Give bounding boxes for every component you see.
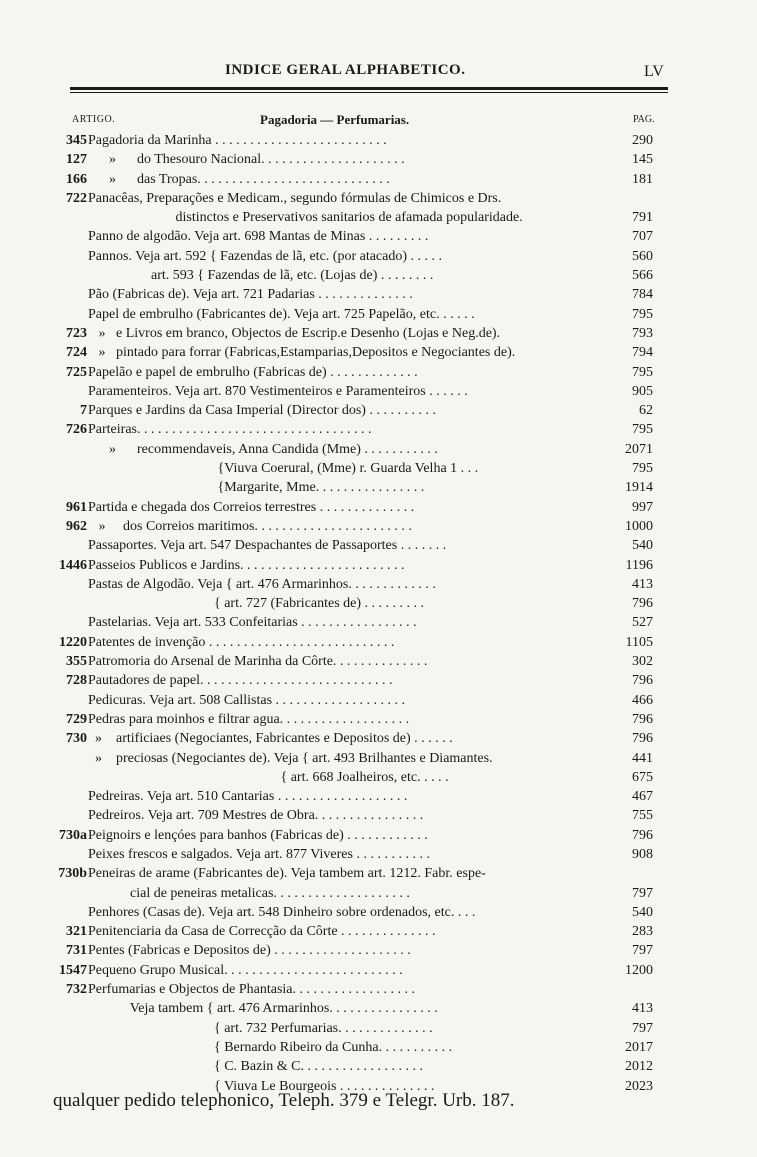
entry-page-number: 302 <box>632 654 653 670</box>
entry-page-number: 793 <box>632 325 653 341</box>
entry-page-number: 797 <box>632 1020 653 1036</box>
index-entry <box>0 787 757 806</box>
index-entry <box>0 999 757 1018</box>
index-entry <box>0 170 757 189</box>
entry-article-number: 730a <box>59 827 87 843</box>
index-entry <box>0 498 757 517</box>
entry-text: cial de peneiras metalicas. . . . . . . . . . . . . . . . . . . . <box>88 885 410 901</box>
entry-text: distinctos e Preservativos sanitarios de afamada popularidade. <box>88 210 523 226</box>
entry-page-number: 413 <box>632 1001 653 1017</box>
index-entry <box>0 941 757 960</box>
entry-page-number: 707 <box>632 229 653 245</box>
entry-page-number: 905 <box>632 383 653 399</box>
index-entry <box>0 343 757 362</box>
entry-page-number: 527 <box>632 615 653 631</box>
entry-text: Pão (Fabricas de). Veja art. 721 Padarias . . . . . . . . . . . . . . <box>88 287 413 303</box>
entry-text: Papelão e papel de embrulho (Fabricas de) . . . . . . . . . . . . . <box>88 364 418 380</box>
index-entry <box>0 922 757 941</box>
header-page-number: LV <box>644 63 664 80</box>
entry-text: Panno de algodão. Veja art. 698 Mantas de Minas . . . . . . . . . <box>88 229 429 245</box>
index-entry <box>0 266 757 285</box>
entry-text: {Viuva Coerural, (Mme) r. Guarda Velha 1 . . . <box>88 461 479 477</box>
entry-text: Peixes frescos e salgados. Veja art. 877 Viveres . . . . . . . . . . . <box>88 846 430 862</box>
entry-article-number: 961 <box>66 499 87 515</box>
index-entry <box>0 864 757 883</box>
entry-page-number: 466 <box>632 692 653 708</box>
entry-text: { art. 727 (Fabricantes de) . . . . . . . . . <box>88 596 425 612</box>
entry-article-number: 1220 <box>59 634 87 650</box>
entry-page-number: 1196 <box>625 557 653 573</box>
entry-page-number: 290 <box>632 133 653 148</box>
entry-page-number: 795 <box>632 461 653 477</box>
entry-text: » dos Correios maritimos. . . . . . . . . . . . . . . . . . . . . . . <box>88 518 412 534</box>
index-entry <box>0 1038 757 1057</box>
index-entry <box>0 652 757 671</box>
entry-text: Pedreiras. Veja art. 510 Cantarias . . . . . . . . . . . . . . . . . . . <box>88 789 408 805</box>
entry-page-number: 2023 <box>625 1078 653 1094</box>
entry-page-number: 283 <box>632 924 653 940</box>
index-entry <box>0 517 757 536</box>
entry-page-number: 2012 <box>625 1059 653 1075</box>
entry-article-number: 732 <box>66 982 87 998</box>
header-title: INDICE GERAL ALPHABETICO. <box>225 62 466 78</box>
index-entry <box>0 1057 757 1076</box>
index-entry <box>0 1019 757 1038</box>
entry-article-number: 722 <box>66 190 87 206</box>
entry-text: Paramenteiros. Veja art. 870 Vestimenteiros e Paramenteiros . . . . . . <box>88 383 468 399</box>
entry-text: » pintado para forrar (Fabricas,Estamparias,Depositos e Negociantes de). <box>88 345 516 361</box>
entry-text: Patromoria do Arsenal de Marinha da Côrte. . . . . . . . . . . . . . <box>88 654 428 670</box>
index-entry <box>0 980 757 999</box>
entry-page-number: 441 <box>632 750 653 766</box>
entry-text: art. 593 { Fazendas de lã, etc. (Lojas de) . . . . . . . . <box>88 268 434 284</box>
page-header <box>0 62 757 84</box>
entry-article-number: 726 <box>66 422 87 438</box>
entry-text: Papel de embrulho (Fabricantes de). Veja art. 725 Papelão, etc. . . . . . <box>88 306 475 322</box>
entry-text: » e Livros em branco, Objectos de Escrip.e Desenho (Lojas e Neg.de). <box>88 325 501 341</box>
entry-text: Passaportes. Veja art. 547 Despachantes de Passaportes . . . . . . . <box>88 538 447 554</box>
index-entry <box>0 227 757 246</box>
entry-page-number: 1105 <box>625 634 653 650</box>
index-entry <box>0 536 757 555</box>
entry-page-number: 467 <box>632 789 653 805</box>
entry-text: » das Tropas. . . . . . . . . . . . . . . . . . . . . . . . . . . . <box>88 171 390 187</box>
entry-article-number: 355 <box>66 654 87 670</box>
entry-page-number: 566 <box>632 268 653 284</box>
entry-page-number: 1000 <box>625 518 653 534</box>
index-entry <box>0 208 757 227</box>
entry-text: Panacêas, Preparações e Medicam., segundo fórmulas de Chimicos e Drs. <box>88 190 502 206</box>
entry-article-number: 127 <box>66 152 87 168</box>
entry-page-number: 795 <box>632 364 653 380</box>
entry-page-number: 675 <box>632 769 653 785</box>
entry-page-number: 791 <box>632 210 653 226</box>
index-entry <box>0 401 757 420</box>
entry-page-number: 145 <box>632 152 653 168</box>
entry-article-number: 321 <box>66 924 87 940</box>
entry-article-number: 729 <box>66 711 87 727</box>
entry-page-number: 997 <box>632 499 653 515</box>
entry-article-number: 731 <box>66 943 87 959</box>
index-entry <box>0 710 757 729</box>
entry-text: Peneiras de arame (Fabricantes de). Veja tambem art. 1212. Fabr. espe- <box>88 866 486 882</box>
entry-page-number: 795 <box>632 306 653 322</box>
entry-article-number: 1446 <box>59 557 87 573</box>
entry-text: Pedreiros. Veja art. 709 Mestres de Obra. . . . . . . . . . . . . . . . <box>88 808 424 824</box>
entry-article-number: 730b <box>58 866 87 882</box>
entry-article-number: 724 <box>66 345 87 361</box>
entry-text: Pastas de Algodão. Veja { art. 476 Armarinhos. . . . . . . . . . . . . <box>88 576 436 592</box>
entry-text: { Bernardo Ribeiro da Cunha. . . . . . . . . . . <box>88 1039 453 1055</box>
entry-article-number: 725 <box>66 364 87 380</box>
entry-text: Penhores (Casas de). Veja art. 548 Dinheiro sobre ordenados, etc. . . . <box>88 904 476 920</box>
index-entry <box>0 613 757 632</box>
index-entry <box>0 806 757 825</box>
index-entry <box>0 363 757 382</box>
entry-text: { C. Bazin & C. . . . . . . . . . . . . . . . . . <box>88 1059 423 1075</box>
entry-page-number: 797 <box>632 943 653 959</box>
index-entry <box>0 826 757 845</box>
entry-article-number: 962 <box>66 518 87 534</box>
entry-text: Partida e chegada dos Correios terrestres . . . . . . . . . . . . . . <box>88 499 415 515</box>
entry-text: Pastelarias. Veja art. 533 Confeitarias . . . . . . . . . . . . . . . . . <box>88 615 417 631</box>
index-entry <box>0 382 757 401</box>
index-entry <box>0 884 757 903</box>
index-entry <box>0 247 757 266</box>
index-entry <box>0 556 757 575</box>
entry-text: Penitenciaria da Casa de Correcção da Côrte . . . . . . . . . . . . . . <box>88 924 436 940</box>
entry-page-number: 794 <box>632 345 653 361</box>
entry-text: » recommendaveis, Anna Candida (Mme) . . . . . . . . . . . <box>88 441 438 457</box>
header-rule-thin <box>70 92 668 93</box>
entry-text: Pentes (Fabricas e Depositos de) . . . . . . . . . . . . . . . . . . . . <box>88 943 411 959</box>
entry-article-number: 730 <box>66 731 87 747</box>
entry-page-number: 755 <box>632 808 653 824</box>
entry-text: Patentes de invenção . . . . . . . . . . . . . . . . . . . . . . . . . . . <box>88 634 395 650</box>
entry-article-number: 728 <box>66 673 87 689</box>
entry-text: { art. 732 Perfumarias. . . . . . . . . . . . . . <box>88 1020 433 1036</box>
entry-page-number: 540 <box>632 538 653 554</box>
entry-page-number: 796 <box>632 673 653 689</box>
entry-text: Peignoirs e lençóes para banhos (Fabricas de) . . . . . . . . . . . . <box>88 827 428 843</box>
entry-page-number: 413 <box>632 576 653 592</box>
index-entry <box>0 575 757 594</box>
entry-page-number: 796 <box>632 731 653 747</box>
entry-page-number: 796 <box>632 596 653 612</box>
entry-text: { art. 668 Joalheiros, etc. . . . . <box>88 769 449 785</box>
index-entry <box>0 440 757 459</box>
entry-article-number: 345 <box>66 133 87 148</box>
index-entry <box>0 749 757 768</box>
index-entry <box>0 285 757 304</box>
entry-text: Perfumarias e Objectos de Phantasia. . . . . . . . . . . . . . . . . . <box>88 982 415 998</box>
index-entry <box>0 189 757 208</box>
entry-text: Pedras para moinhos e filtrar agua. . . . . . . . . . . . . . . . . . . <box>88 711 410 727</box>
entry-article-number: 723 <box>66 325 87 341</box>
index-entry <box>0 903 757 922</box>
column-header-artigo: ARTIGO. <box>72 114 116 125</box>
index-entry <box>0 691 757 710</box>
index-entry <box>0 324 757 343</box>
column-header-pag: PAG. <box>633 114 655 125</box>
entry-text: Pautadores de papel. . . . . . . . . . . . . . . . . . . . . . . . . . . . <box>88 673 393 689</box>
entry-text: » artificiaes (Negociantes, Fabricantes e Depositos de) . . . . . . <box>88 731 453 747</box>
entry-page-number: 784 <box>632 287 653 303</box>
entry-text: Pedicuras. Veja art. 508 Callistas . . . . . . . . . . . . . . . . . . . <box>88 692 406 708</box>
index-entries <box>0 131 757 1096</box>
entry-page-number: 2071 <box>625 441 653 457</box>
header-rule-thick <box>70 87 668 90</box>
index-entry <box>0 633 757 652</box>
index-entry <box>0 961 757 980</box>
index-entry <box>0 594 757 613</box>
entry-text: Pannos. Veja art. 592 { Fazendas de lã, etc. (por atacado) . . . . . <box>88 248 443 264</box>
entry-text: » do Thesouro Nacional. . . . . . . . . . . . . . . . . . . . . <box>88 152 405 168</box>
entry-page-number: 62 <box>639 403 653 419</box>
entry-page-number: 795 <box>632 422 653 438</box>
index-entry <box>0 305 757 324</box>
entry-page-number: 1200 <box>625 962 653 978</box>
entry-page-number: 797 <box>632 885 653 901</box>
entry-text: Pequeno Grupo Musical. . . . . . . . . . . . . . . . . . . . . . . . . . <box>88 962 403 978</box>
entry-article-number: 1547 <box>59 962 87 978</box>
entry-page-number: 560 <box>632 248 653 264</box>
entry-page-number: 1914 <box>625 480 653 496</box>
section-title: Pagadoria — Perfumarias. <box>260 112 410 127</box>
footer-line: qualquer pedido telephonico, Teleph. 379 e Telegr. Urb. 187. <box>53 1090 515 1111</box>
index-entry <box>0 845 757 864</box>
entry-text: Pagadoria da Marinha . . . . . . . . . . . . . . . . . . . . . . . . . <box>88 133 387 148</box>
entry-text: » preciosas (Negociantes de). Veja { art. 493 Brilhantes e Diamantes. <box>88 750 493 766</box>
index-entry <box>0 729 757 748</box>
entry-page-number: 796 <box>632 827 653 843</box>
entry-page-number: 2017 <box>625 1039 653 1055</box>
entry-text: Passeios Publicos e Jardins. . . . . . . . . . . . . . . . . . . . . . . . <box>88 557 405 573</box>
index-entry <box>0 768 757 787</box>
index-entry <box>0 131 757 150</box>
entry-text: { Viuva Le Bourgeois . . . . . . . . . . . . . . <box>88 1078 435 1094</box>
entry-text: Parteiras. . . . . . . . . . . . . . . . . . . . . . . . . . . . . . . . . . <box>88 422 372 438</box>
entry-page-number: 540 <box>632 904 653 920</box>
entry-article-number: 166 <box>66 171 87 187</box>
index-entry <box>0 478 757 497</box>
index-entry <box>0 150 757 169</box>
entry-page-number: 796 <box>632 711 653 727</box>
entry-text: Parques e Jardins da Casa Imperial (Director dos) . . . . . . . . . . <box>88 403 436 419</box>
entry-page-number: 908 <box>632 846 653 862</box>
index-entry <box>0 671 757 690</box>
entry-article-number: 7 <box>80 403 87 419</box>
entry-text: {Margarite, Mme. . . . . . . . . . . . . . . . <box>88 480 425 496</box>
index-entry <box>0 420 757 439</box>
entry-text: Veja tambem { art. 476 Armarinhos. . . . . . . . . . . . . . . . <box>88 1001 438 1017</box>
index-entry <box>0 459 757 478</box>
entry-page-number: 181 <box>632 171 653 187</box>
